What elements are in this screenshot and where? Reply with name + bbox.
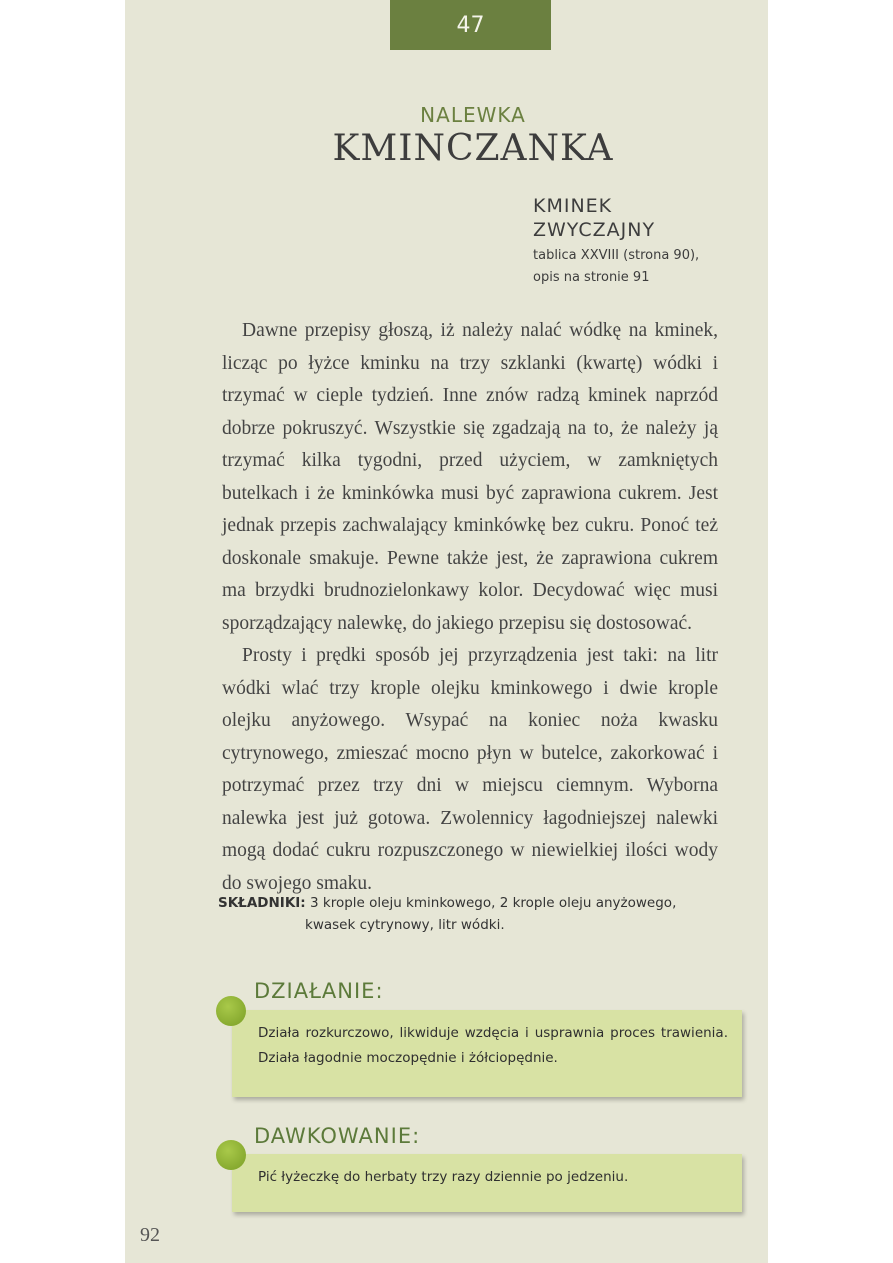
ingredients	[218, 892, 718, 936]
page-number: 47	[456, 12, 485, 38]
plant-reference	[533, 245, 743, 289]
dosage-box	[232, 1154, 742, 1212]
ingredients-line1: 3 krople oleju kminkowego, 2 krople oleju anyżowego,	[310, 895, 677, 911]
recipe-body	[222, 315, 718, 900]
dosage-heading: DAWKOWANIE:	[254, 1124, 421, 1148]
plant-reference-line1: tablica XXVIII (strona 90),	[533, 248, 700, 263]
ingredients-line2: kwasek cytrynowy, litr wódki.	[305, 917, 505, 933]
plant-reference-line2: opis na stronie 91	[533, 270, 650, 285]
action-heading: DZIAŁANIE:	[254, 979, 384, 1003]
folio-number: 92	[140, 1224, 160, 1246]
action-text: Działa rozkurczowo, likwiduje wzdęcia i usprawnia proces trawienia. Działa łagodnie moczopędnie i żółciopędnie.	[258, 1025, 728, 1066]
body-paragraph-1: Dawne przepisy głoszą, iż należy nalać wódkę na kminek, licząc po łyżce kminku na trzy szklanki (kwartę) wódki i trzymać w cieple tydzień. Inne znów radzą kminek naprzód dobrze pokruszyć. Wszystkie się zgadzają na to, że należy ją trzymać kilka tygodni, przed użyciem, w zamkniętych butelkach i że kminkówka musi być zaprawiona cukrem. Jest jednak przepis zachwalający kminkówkę bez cukru. Ponoć też doskonale smakuje. Pewne także jest, że zaprawiona cukrem ma brzydki brudnozielonkawy kolor. Decydować więc musi sporządzający nalewkę, do jakiego przepisu się dostosować.	[222, 320, 718, 634]
body-paragraph-2: Prosty i prędki sposób jej przyrządzenia jest taki: na litr wódki wlać trzy krople olejku kminkowego i dwie krople olejku anyżowego. Wsypać na koniec noża kwasku cytrynowego, zmieszać mocno płyn w butelce, zakorkować i potrzymać przez trzy dni w miejscu ciemnym. Wyborna nalewka jest już gotowa. Zwolennicy łagodniejszej nalewki mogą dodać cukru rozpuszczonego w niewielkiej ilości wody do swojego smaku.	[222, 645, 718, 894]
recipe-title: KMINCZANKA	[332, 128, 614, 169]
action-box	[232, 1010, 742, 1097]
plant-name	[533, 194, 733, 242]
plant-name-line2: ZWYCZAJNY	[533, 219, 656, 241]
recipe-category: NALEWKA	[420, 103, 526, 127]
dosage-bullet-icon	[216, 1140, 246, 1170]
page-number-tab	[390, 0, 551, 50]
action-bullet-icon	[216, 996, 246, 1026]
plant-name-line1: KMINEK	[533, 195, 613, 217]
dosage-text: Pić łyżeczkę do herbaty trzy razy dziennie po jedzeniu.	[258, 1169, 629, 1185]
ingredients-label: SKŁADNIKI:	[218, 895, 306, 911]
